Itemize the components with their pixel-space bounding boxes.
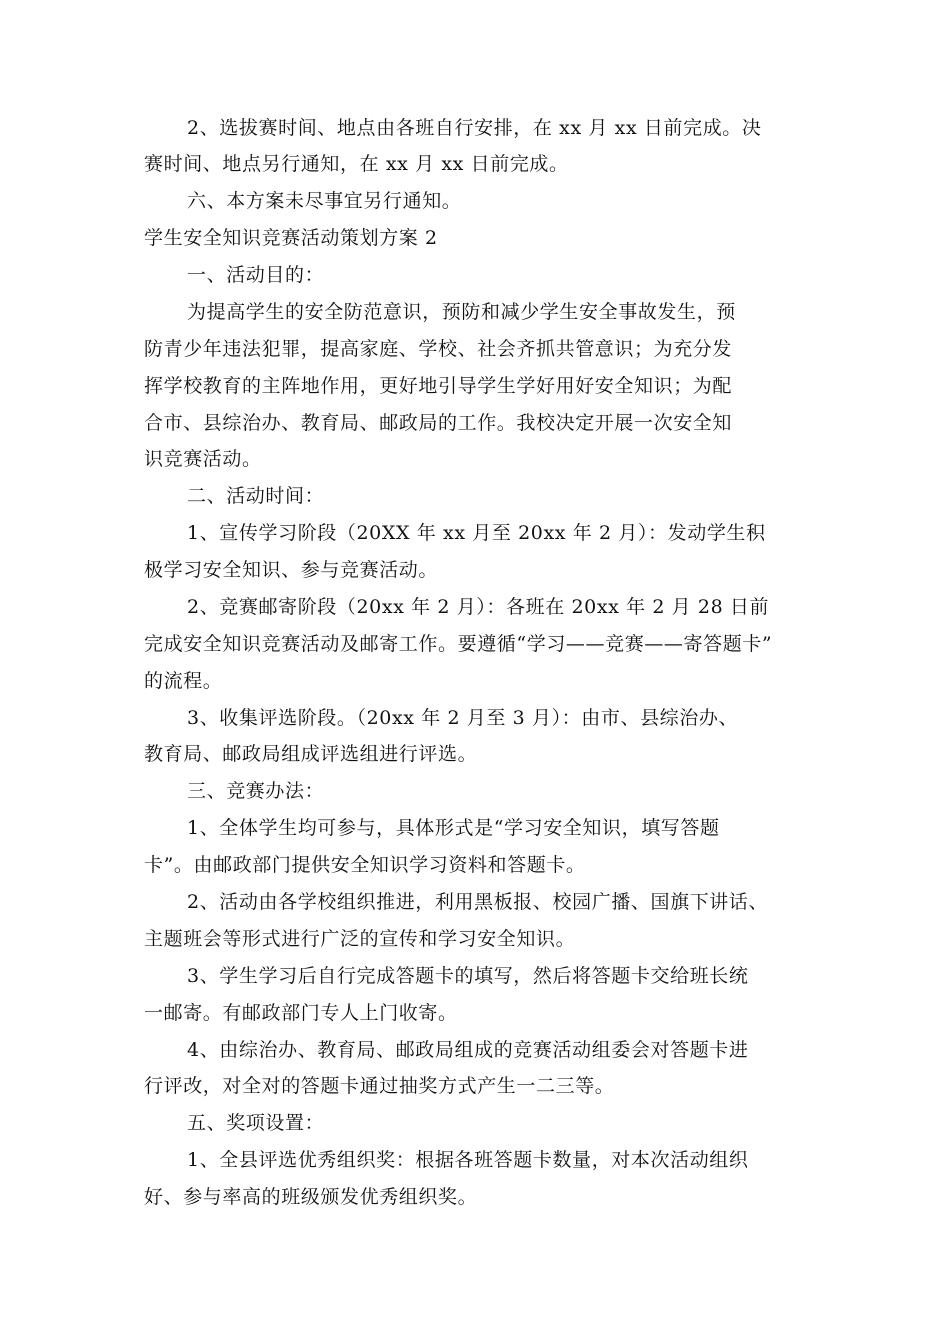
paragraph-line: 3、收集评选阶段。（20xx 年 2 月至 3 月）：由市、县综治办、: [187, 707, 739, 729]
paragraph-line: 1、宣传学习阶段（20XX 年 xx 月至 20xx 年 2 月）：发动学生积: [187, 522, 766, 544]
paragraph-line: 1、全体学生均可参与，具体形式是“学习安全知识，填写答题: [187, 817, 720, 839]
paragraph-line: 1、全县评选优秀组织奖：根据各班答题卡数量，对本次活动组织: [187, 1149, 749, 1171]
paragraph-line: 防青少年违法犯罪，提高家庭、学校、社会齐抓共管意识；为充分发: [144, 338, 733, 360]
paragraph-line: 六、本方案未尽事宜另行通知。: [187, 190, 462, 212]
paragraph-line: 4、由综治办、教育局、邮政局组成的竞赛活动组委会对答题卡进: [187, 1039, 749, 1061]
paragraph-line: 为提高学生的安全防范意识，预防和减少学生安全事故发生，预: [187, 301, 736, 323]
paragraph-line: 2、竞赛邮寄阶段（20xx 年 2 月）：各班在 20xx 年 2 月 28 日前: [187, 596, 770, 618]
paragraph-line: 3、学生学习后自行完成答题卡的填写，然后将答题卡交给班长统: [187, 965, 749, 987]
section-title: 学生安全知识竞赛活动策划方案 2: [144, 227, 438, 249]
section-heading: 三、竞赛办法：: [187, 780, 325, 802]
paragraph-line: 教育局、邮政局组成评选组进行评选。: [144, 743, 478, 765]
paragraph-line: 卡”。由邮政部门提供安全知识学习资料和答题卡。: [144, 854, 586, 876]
paragraph-line: 主题班会等形式进行广泛的宣传和学习安全知识。: [144, 928, 576, 950]
paragraph-line: 挥学校教育的主阵地作用，更好地引导学生学好用好安全知识；为配: [144, 375, 733, 397]
section-heading: 二、活动时间：: [187, 485, 325, 507]
paragraph-line: 行评改，对全对的答题卡通过抽奖方式产生一二三等。: [144, 1075, 615, 1097]
paragraph-line: 的流程。: [144, 670, 223, 692]
paragraph-line: 赛时间、地点另行通知，在 xx 月 xx 日前完成。: [144, 153, 569, 175]
paragraph-line: 识竞赛活动。: [144, 448, 262, 470]
paragraph-line: 完成安全知识竞赛活动及邮寄工作。要遵循“学习——竞赛——寄答题卡”: [144, 633, 773, 655]
paragraph-line: 2、活动由各学校组织推进，利用黑板报、校园广播、国旗下讲话、: [187, 891, 769, 913]
paragraph-line: 2、选拔赛时间、地点由各班自行安排，在 xx 月 xx 日前完成。决: [187, 117, 762, 139]
paragraph-line: 好、参与率高的班级颁发优秀组织奖。: [144, 1186, 478, 1208]
section-heading: 一、活动目的：: [187, 264, 325, 286]
paragraph-line: 一邮寄。有邮政部门专人上门收寄。: [144, 1002, 458, 1024]
section-heading: 五、奖项设置：: [187, 1112, 325, 1134]
paragraph-line: 极学习安全知识、参与竞赛活动。: [144, 559, 439, 581]
paragraph-line: 合市、县综治办、教育局、邮政局的工作。我校决定开展一次安全知: [144, 412, 733, 434]
